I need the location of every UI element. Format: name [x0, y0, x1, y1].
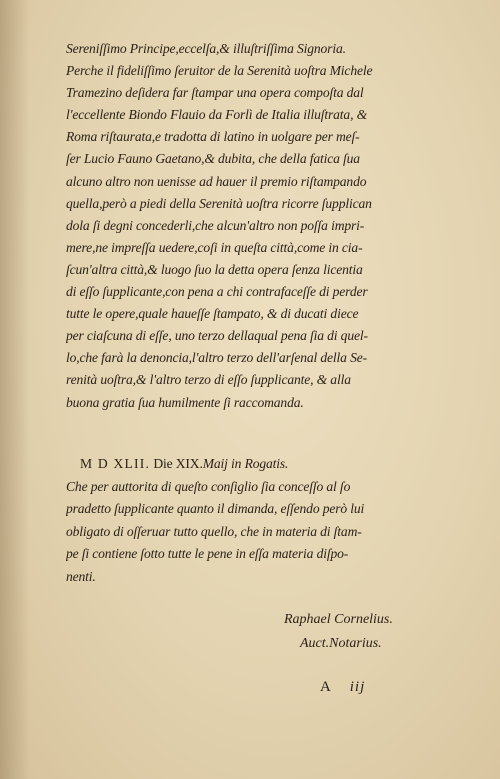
petition-line: quella,però a piedi della Serenità uoſtra ricorre ſupplican	[66, 195, 372, 211]
petition-line: di eſſo ſupplicante,con pena a chi contrafaceſſe di perder	[66, 284, 368, 300]
printer-signature-mark	[320, 679, 365, 696]
decree-date-year: M D XLII.	[80, 456, 151, 471]
signature-block	[284, 608, 434, 656]
gutter-shadow	[0, 0, 30, 779]
decree-date-session: Maij in Rogatis.	[202, 456, 289, 471]
petition-line: lo,che farà la denoncia,l'altro terzo dell'arſenal della Se-	[66, 350, 367, 366]
signatory-title: Auct.Notarius.	[300, 636, 382, 651]
decree-line: pe ſi contiene ſotto tutte le pene in eſſa materia diſpo-	[66, 546, 349, 562]
decree-line: nenti.	[66, 568, 96, 584]
petition-line: buona gratia ſua humilmente ſi raccomanda.	[66, 394, 304, 410]
petition-line: Roma riſtaurata,e tradotta di latino in uolgare per meſ-	[66, 129, 360, 145]
decree-date	[66, 453, 428, 476]
petition-line: ſer Lucio Fauno Gaetano,& dubita, che della fatica ſua	[66, 151, 360, 167]
decree-date-day: Die XIX.	[153, 456, 203, 471]
decree-line: obligato di oſſeruar tutto quello, che in materia di ſtam-	[66, 523, 362, 539]
petition-line: Sereniſſimo Principe,eccelſa,& illuſtriſſima Signoria.	[66, 41, 346, 56]
petition-line: tutte le opere,quale haueſſe ſtampato, & di ducati diece	[66, 306, 359, 322]
petition-line: mere,ne impreſſa uedere,coſi in queſta città,come in cia-	[66, 239, 363, 255]
signature-letter: A	[320, 679, 339, 695]
signature-number: iij	[349, 679, 366, 695]
petition-line: dola ſi degni concederli,che alcun'altro non poſſa impri-	[66, 217, 365, 233]
petition-line: Perche il fideliſſimo ſeruitor de la Serenità uoſtra Michele	[66, 63, 373, 79]
decree-text	[66, 453, 428, 589]
petition-line: per ciaſcuna di eſſe, uno terzo dellaqual pena ſia di quel-	[66, 328, 368, 344]
decree-line: Che per auttorita di queſto conſiglio ſia conceſſo al ſo	[66, 478, 351, 494]
decree-line: pradetto ſupplicante quanto il dimanda, eſſendo però lui	[66, 501, 365, 517]
petition-line: l'eccellente Biondo Flauio da Forlì de Italia illuſtrata, &	[66, 107, 367, 123]
petition-line: alcuno altro non uenisse ad hauer il premio riſtampando	[66, 173, 367, 189]
signatory-name: Raphael Cornelius.	[284, 612, 393, 627]
petition-line: Tramezino deſidera far ſtampar una opera compoſta dal	[66, 85, 364, 101]
petition-line: ſcun'altra città,& luogo ſuo la detta opera ſenza licentia	[66, 261, 363, 277]
petition-text	[66, 38, 428, 414]
petition-line: renità uoſtra,& l'altro terzo di eſſo ſupplicante, & alla	[66, 372, 351, 388]
